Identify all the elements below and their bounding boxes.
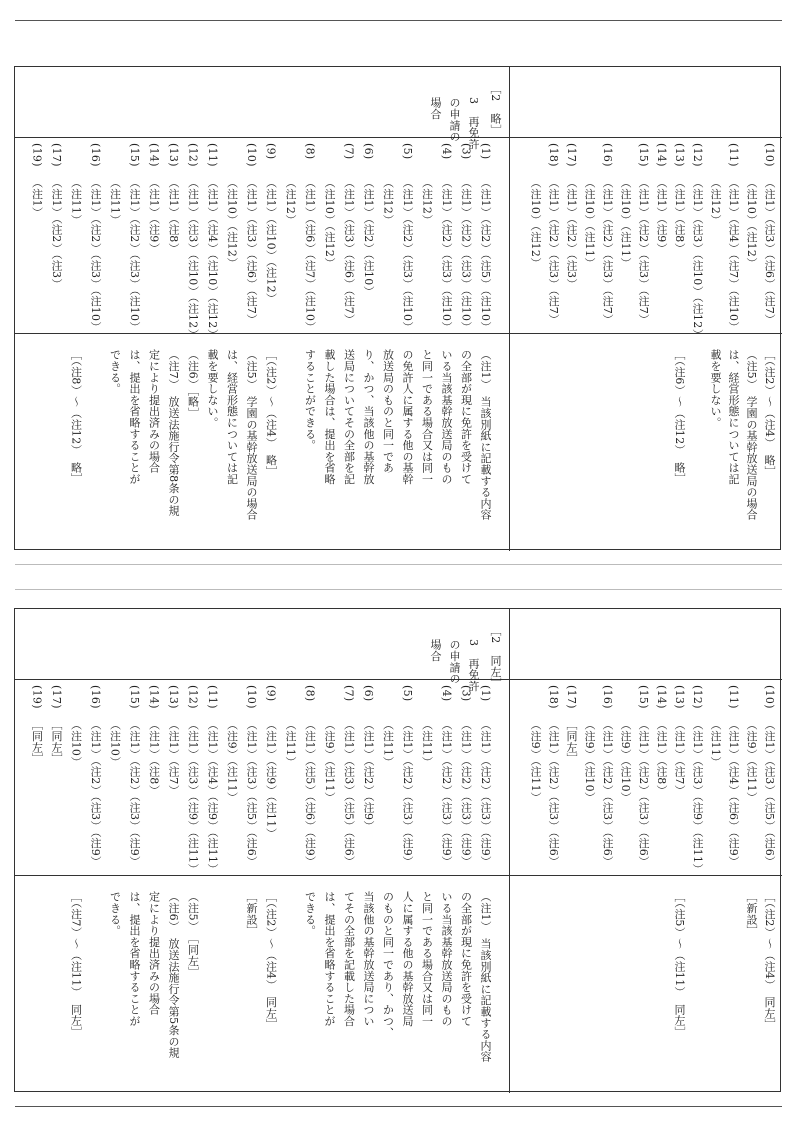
left-notes-line: 送局についてその全部を記 bbox=[342, 349, 356, 485]
left-rows-text: （注1）（注2）（注3）（注9） bbox=[459, 719, 473, 868]
left-rows-text: （注1）（注7） bbox=[167, 719, 180, 796]
left-rows-text: （注1）（注3）（注6）（注7） bbox=[342, 177, 356, 326]
left-notes-line: のものと同一であり、かつ、 bbox=[381, 891, 395, 1038]
left-rows-num: (12) bbox=[186, 685, 200, 709]
right-rows-num: (10) bbox=[763, 685, 776, 709]
right-rows-num: (18) bbox=[547, 143, 560, 167]
upper-right-header-line bbox=[509, 137, 782, 138]
lower-document bbox=[14, 608, 781, 1092]
left-rows-text: （注12） bbox=[284, 177, 297, 226]
left-rows-text: （注1）（注2）（注3）（注10） bbox=[459, 177, 473, 333]
left-notes-line: することができる。 bbox=[303, 349, 317, 451]
left-notes-line: いる当該基幹放送局のもの bbox=[440, 349, 453, 485]
upper-section3-line3: 場合 bbox=[429, 97, 442, 120]
right-rows-num: (13) bbox=[673, 685, 686, 709]
left-rows-text: （注1）（注3）（注9）（注11） bbox=[186, 719, 200, 875]
left-rows-text: （注11） bbox=[108, 177, 122, 226]
left-rows-text: （注10）（注12） bbox=[225, 177, 239, 269]
left-rows-text: （注1）（注6）（注7）（注10） bbox=[303, 177, 317, 333]
left-notes-line: は、提出を省略することが bbox=[323, 891, 336, 1027]
left-rows-text: （注1）（注2）（注3）（注10） bbox=[128, 177, 141, 333]
right-rows-text: （注1）（注2）（注3） bbox=[565, 177, 578, 290]
left-notes-line: いる当該基幹放送局のもの bbox=[440, 891, 453, 1027]
right-rows-text: （注10）（注11） bbox=[619, 177, 632, 269]
right-rows-text: （注1）（注3）（注9）（注11） bbox=[691, 719, 704, 875]
right-notes-line: ［（注5）～（注11） 同左］ bbox=[673, 891, 686, 1038]
left-rows-num: (4) bbox=[440, 685, 453, 702]
left-rows-num: (15) bbox=[128, 143, 141, 167]
right-notes-line: ［（注2）～（注4） 同左］ bbox=[763, 891, 776, 1031]
left-rows-text: （注1）（注2）（注3）（注10） bbox=[440, 177, 453, 333]
left-rows-text: （注1） bbox=[30, 177, 44, 219]
right-rows-num: (12) bbox=[691, 143, 704, 167]
upper-left-mid-line bbox=[15, 333, 509, 334]
right-rows-num: (10) bbox=[763, 143, 776, 167]
left-rows-text: （注1）（注2）（注3）（注9） bbox=[128, 719, 141, 868]
left-rows-num: (1) bbox=[479, 685, 492, 702]
left-notes-line: （注5） 学園の基幹放送局の場合 bbox=[245, 349, 258, 521]
left-notes-line: （注1） 当該別紙に記載する内容 bbox=[479, 349, 492, 521]
left-notes-line: は、提出を省略することが bbox=[128, 349, 141, 485]
right-rows-num: (14) bbox=[655, 143, 668, 167]
left-rows-num: (12) bbox=[186, 143, 200, 167]
left-rows-text: ［同左］ bbox=[50, 719, 63, 765]
right-rows-text: （注10）（注12） bbox=[745, 177, 758, 269]
right-rows-text: （注1）（注3）（注10）（注12） bbox=[691, 177, 704, 340]
left-rows-num: (17) bbox=[50, 143, 63, 167]
left-rows-num: (6) bbox=[362, 143, 375, 160]
left-notes-line: できる。 bbox=[303, 891, 317, 937]
right-notes-line: 載を要しない。 bbox=[709, 349, 722, 429]
right-rows-text: （注1）（注2）（注3）（注7） bbox=[637, 177, 650, 326]
left-rows-num: (14) bbox=[147, 143, 161, 167]
left-rows-num: (8) bbox=[303, 685, 317, 702]
left-rows-text: （注1）（注2）（注3）（注9） bbox=[479, 719, 492, 868]
left-rows-num: (10) bbox=[245, 143, 258, 167]
left-rows-text: （注1）（注2）（注3）（注10） bbox=[89, 177, 102, 333]
left-rows-num: (5) bbox=[401, 143, 414, 160]
left-rows-num: (13) bbox=[167, 143, 180, 167]
upper-right-divider bbox=[509, 67, 510, 551]
left-notes-line: （注1） 当該別紙に記載する内容 bbox=[479, 891, 492, 1063]
left-rows-num: (19) bbox=[30, 685, 44, 709]
upper-document bbox=[14, 66, 781, 550]
left-rows-num: (9) bbox=[264, 685, 278, 702]
left-rows-num: (7) bbox=[342, 143, 356, 160]
left-notes-line: （注5） ［同左］ bbox=[186, 891, 200, 978]
right-rows-text: （注9）（注11） bbox=[745, 719, 758, 804]
lower-section3-line2: の申請の bbox=[448, 639, 461, 685]
left-rows-num: (3) bbox=[459, 685, 473, 702]
left-notes-line: の全部が現に免許を受けて bbox=[459, 349, 473, 485]
left-notes-line: できる。 bbox=[108, 349, 122, 395]
left-notes-line: は、経営形態については記 bbox=[225, 349, 239, 485]
right-rows-text: （注9）（注10） bbox=[583, 719, 596, 804]
left-rows-text: （注10） bbox=[69, 719, 83, 768]
right-rows-text: （注12） bbox=[709, 177, 722, 226]
left-notes-line: できる。 bbox=[108, 891, 122, 937]
right-rows-text: （注1）（注3）（注5）（注6） bbox=[763, 719, 776, 868]
left-notes-line: 載を要しない。 bbox=[206, 349, 219, 429]
right-notes-line: （注5） 学園の基幹放送局の場合 bbox=[745, 349, 758, 521]
right-notes-line: ［（注6）～（注12） 略］ bbox=[673, 349, 686, 485]
right-notes-line: は、経営形態については記 bbox=[727, 349, 740, 485]
right-rows-num: (18) bbox=[547, 685, 560, 709]
left-rows-num: (11) bbox=[206, 685, 219, 709]
left-rows-text: （注11） bbox=[69, 177, 83, 226]
right-rows-text: （注1）（注2）（注3）（注7） bbox=[601, 177, 614, 326]
left-rows-num: (5) bbox=[401, 685, 414, 702]
right-rows-text: （注10）（注11） bbox=[583, 177, 596, 269]
left-rows-num: (16) bbox=[89, 685, 102, 709]
left-rows-text: （注1）（注9）（注11） bbox=[264, 719, 278, 839]
left-notes-line: （注7） 放送法施行令第8条の規 bbox=[167, 349, 180, 517]
left-rows-num: (10) bbox=[245, 685, 258, 709]
left-notes-line: 人に属する他の基幹放送局 bbox=[401, 891, 414, 1027]
right-rows-num: (15) bbox=[637, 143, 650, 167]
left-rows-text: （注1）（注4）（注10）（注12） bbox=[206, 177, 219, 340]
left-rows-num: (19) bbox=[30, 143, 44, 167]
left-rows-text: （注1）（注2）（注3）（注9） bbox=[440, 719, 453, 868]
left-notes-line: 定により提出済みの場合 bbox=[147, 891, 161, 1016]
upper-section3-line2: の申請の bbox=[448, 97, 461, 143]
right-rows-num: (16) bbox=[601, 685, 614, 709]
left-notes-line: ［新設］ bbox=[245, 891, 258, 937]
left-rows-text: （注11） bbox=[284, 719, 297, 768]
right-rows-text: （注1）（注3）（注6）（注7） bbox=[763, 177, 776, 326]
right-rows-text: （注1）（注4）（注6）（注9） bbox=[727, 719, 740, 868]
middle-page-rule bbox=[15, 564, 782, 565]
right-rows-text: （注1）（注8） bbox=[655, 719, 668, 796]
lower-right-header-line bbox=[509, 679, 782, 680]
left-rows-text: （注10）（注12） bbox=[323, 177, 336, 269]
left-rows-text: （注12） bbox=[381, 177, 395, 226]
left-rows-text: （注1）（注3）（注5）（注6） bbox=[245, 719, 258, 868]
right-rows-text: ［同左］ bbox=[565, 719, 578, 765]
right-rows-text: （注1）（注8） bbox=[673, 177, 686, 254]
left-rows-text: （注1）（注3）（注6）（注7） bbox=[245, 177, 258, 326]
left-rows-num: (3) bbox=[459, 143, 473, 160]
left-rows-text: （注1）（注10）（注12） bbox=[264, 177, 278, 305]
left-rows-text: （注1）（注9） bbox=[147, 177, 161, 254]
right-rows-num: (11) bbox=[727, 143, 740, 167]
lower-left-mid-line bbox=[15, 875, 509, 876]
upper-right-mid-line bbox=[509, 333, 782, 334]
lower-bracket: ［2 同左］ bbox=[489, 625, 502, 689]
left-rows-text: （注1）（注8） bbox=[167, 177, 180, 254]
left-rows-text: ［同左］ bbox=[30, 719, 44, 765]
left-rows-text: （注1）（注2）（注3）（注9） bbox=[89, 719, 102, 868]
left-rows-text: （注1）（注2）（注3） bbox=[50, 177, 63, 290]
upper-bracket: ［2 略］ bbox=[489, 83, 502, 136]
right-rows-text: （注1）（注2）（注3）（注7） bbox=[547, 177, 560, 326]
right-rows-text: （注11） bbox=[709, 719, 722, 768]
left-rows-text: （注9）（注11） bbox=[323, 719, 336, 804]
left-notes-line: ［（注2）～（注4） 略］ bbox=[264, 349, 278, 477]
left-rows-num: (13) bbox=[167, 685, 180, 709]
left-rows-num: (15) bbox=[128, 685, 141, 709]
lower-right-divider bbox=[509, 609, 510, 1093]
right-rows-text: （注9）（注11） bbox=[529, 719, 542, 804]
right-rows-num: (11) bbox=[727, 685, 740, 709]
left-notes-line: ［（注8）～（注12） 略］ bbox=[69, 349, 83, 485]
left-notes-line: 放送局のものと同一であ bbox=[381, 349, 395, 474]
left-notes-line: てその全部を記載した場合 bbox=[342, 891, 356, 1027]
left-rows-text: （注12） bbox=[420, 177, 434, 226]
right-notes-line: ［新設］ bbox=[745, 891, 758, 937]
bottom-page-rule bbox=[15, 1106, 782, 1107]
top-page-rule bbox=[15, 20, 782, 21]
left-rows-num: (6) bbox=[362, 685, 375, 702]
left-rows-text: （注11） bbox=[381, 719, 395, 768]
left-notes-line: ［（注2）～（注4） 同左］ bbox=[264, 891, 278, 1031]
left-notes-line: り、かつ、当該他の基幹放 bbox=[362, 349, 375, 485]
left-rows-num: (14) bbox=[147, 685, 161, 709]
left-notes-line: と同一である場合又は同一 bbox=[420, 891, 434, 1027]
left-notes-line: （注6） 放送法施行令第5条の規 bbox=[167, 891, 180, 1059]
lower-left-header-line bbox=[15, 679, 509, 680]
left-rows-num: (1) bbox=[479, 143, 492, 160]
left-rows-text: （注10） bbox=[108, 719, 122, 768]
left-rows-text: （注9）（注11） bbox=[225, 719, 239, 804]
lower-section3-line1: 3 再免許 bbox=[467, 639, 480, 692]
left-rows-num: (16) bbox=[89, 143, 102, 167]
left-rows-text: （注1）（注3）（注10）（注12） bbox=[186, 177, 200, 340]
right-notes-line: ［（注2）～（注4） 略］ bbox=[763, 349, 776, 477]
right-rows-text: （注1）（注2）（注3）（注6） bbox=[637, 719, 650, 868]
left-rows-text: （注1）（注3）（注5）（注6） bbox=[342, 719, 356, 868]
left-rows-text: （注11） bbox=[420, 719, 434, 768]
lower-section3-line3: 場合 bbox=[429, 639, 442, 662]
right-rows-num: (15) bbox=[637, 685, 650, 709]
right-rows-text: （注1）（注7） bbox=[673, 719, 686, 796]
middle-page-rule-2 bbox=[15, 589, 782, 590]
right-rows-text: （注9）（注10） bbox=[619, 719, 632, 804]
right-rows-num: (16) bbox=[601, 143, 614, 167]
left-rows-text: （注1）（注2）（注9） bbox=[362, 719, 375, 832]
upper-section3-line1: 3 再免許 bbox=[467, 97, 480, 150]
left-rows-text: （注1）（注4）（注9）（注11） bbox=[206, 719, 219, 875]
right-rows-text: （注10）（注12） bbox=[529, 177, 542, 269]
right-rows-num: (12) bbox=[691, 685, 704, 709]
right-rows-text: （注1）（注4）（注7）（注10） bbox=[727, 177, 740, 333]
left-rows-text: （注1）（注8） bbox=[147, 719, 161, 796]
left-notes-line: 当該他の基幹放送局につい bbox=[362, 891, 375, 1027]
left-notes-line: の免許人に属する他の基幹 bbox=[401, 349, 414, 485]
left-rows-text: （注1）（注5）（注6）（注9） bbox=[303, 719, 317, 868]
left-rows-num: (4) bbox=[440, 143, 453, 160]
lower-right-mid-line bbox=[509, 875, 782, 876]
left-rows-text: （注1）（注2）（注3）（注9） bbox=[401, 719, 414, 868]
left-notes-line: と同一である場合又は同一 bbox=[420, 349, 434, 485]
left-notes-line: の全部が現に免許を受けて bbox=[459, 891, 473, 1027]
right-rows-num: (17) bbox=[565, 143, 578, 167]
right-rows-text: （注1）（注2）（注3）（注6） bbox=[601, 719, 614, 868]
left-notes-line: ［（注7）～（注11） 同左］ bbox=[69, 891, 83, 1038]
upper-left-header-line bbox=[15, 137, 509, 138]
left-rows-num: (9) bbox=[264, 143, 278, 160]
right-rows-num: (17) bbox=[565, 685, 578, 709]
left-rows-text: （注1）（注2）（注10） bbox=[362, 177, 375, 297]
right-rows-text: （注1）（注9） bbox=[655, 177, 668, 254]
left-rows-text: （注1）（注2）（注5）（注10） bbox=[479, 177, 492, 333]
left-notes-line: （注6）［略］ bbox=[186, 349, 200, 419]
left-rows-num: (7) bbox=[342, 685, 356, 702]
left-rows-num: (11) bbox=[206, 143, 219, 167]
left-rows-num: (8) bbox=[303, 143, 317, 160]
right-rows-text: （注1）（注2）（注3）（注6） bbox=[547, 719, 560, 868]
left-notes-line: 載した場合は、提出を省略 bbox=[323, 349, 336, 485]
left-notes-line: 定により提出済みの場合 bbox=[147, 349, 161, 474]
left-rows-num: (17) bbox=[50, 685, 63, 709]
right-rows-num: (14) bbox=[655, 685, 668, 709]
left-notes-line: は、提出を省略することが bbox=[128, 891, 141, 1027]
left-rows-text: （注1）（注2）（注3）（注10） bbox=[401, 177, 414, 333]
right-rows-num: (13) bbox=[673, 143, 686, 167]
